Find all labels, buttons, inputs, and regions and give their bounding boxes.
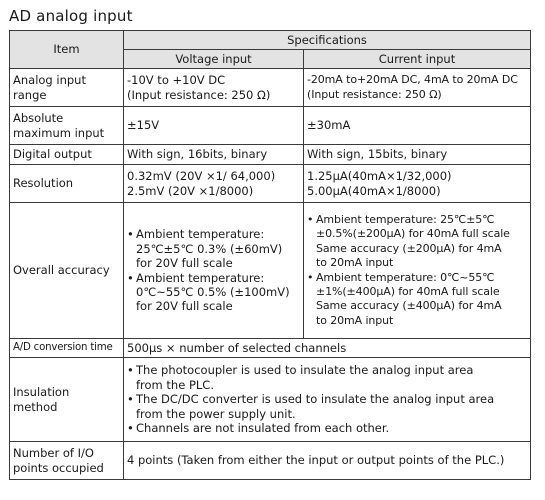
cell-line: -10V to +10V DC (127, 73, 226, 88)
list-item (127, 227, 300, 270)
list-item (127, 271, 300, 314)
row-absolute-maximum-input (10, 107, 531, 145)
cell-conversion-value: 500μs × number of selected channels (124, 339, 531, 358)
accuracy-current-list (307, 213, 527, 328)
row-resolution (10, 165, 531, 203)
label-line: method (13, 399, 58, 414)
label-line: range (13, 87, 47, 102)
insulation-list (127, 363, 527, 435)
label-digital-output: Digital output (10, 145, 124, 165)
cell-line: • Ambient temperature: (136, 270, 265, 285)
header-current-input: Current input (304, 50, 531, 69)
cell-line: 2.5mV (20V ×1/8000) (127, 183, 254, 198)
label-overall-accuracy: Overall accuracy (10, 203, 124, 339)
row-overall-accuracy (10, 203, 531, 339)
cell-line: • Ambient temperature: 0℃~55℃ (316, 270, 495, 284)
label-insulation-method (10, 358, 124, 442)
cell-line: • Channels are not insulated from each other. (136, 421, 390, 436)
cell-line: 5.00μA(40mA×1/8000) (307, 183, 441, 198)
label-line: Number of I/O (13, 446, 94, 461)
cell-resolution-voltage (124, 165, 304, 203)
cell-line: to 20mA input (316, 313, 394, 327)
cell-line: • Ambient temperature: (136, 227, 265, 242)
cell-digital-voltage: With sign, 16bits, binary (124, 145, 304, 165)
cell-line: Same accuracy (±400μA) for 4mA (316, 299, 502, 313)
accuracy-voltage-list (127, 227, 300, 313)
list-item (307, 271, 527, 329)
cell-line: ±0.5%(±200μA) for 40mA full scale (316, 227, 510, 241)
cell-line: for 20V full scale (136, 256, 233, 271)
cell-io-points-value: 4 points (Taken from either the input or output points of the PLC.) (124, 442, 531, 480)
cell-range-current (304, 69, 531, 107)
cell-digital-current: With sign, 15bits, binary (304, 145, 531, 165)
list-item (127, 421, 527, 435)
row-io-points (10, 442, 531, 480)
cell-range-voltage (124, 69, 304, 107)
cell-line: Same accuracy (±200μA) for 4mA (316, 241, 502, 255)
label-ad-conversion-time: A/D conversion time (10, 339, 124, 358)
cell-line: • Ambient temperature: 25℃±5℃ (316, 212, 495, 226)
list-item (127, 363, 527, 392)
label-analog-input-range (10, 69, 124, 107)
header-specifications: Specifications (124, 31, 531, 50)
header-item: Item (10, 31, 124, 69)
cell-insulation-value (124, 358, 531, 442)
cell-line: 1.25μA(40mA×1/32,000) (307, 169, 452, 184)
header-voltage-input: Voltage input (124, 50, 304, 69)
label-line: Analog input (13, 73, 86, 88)
row-analog-input-range (10, 69, 531, 107)
label-line: Absolute (13, 111, 64, 126)
cell-absmax-current: ±30mA (304, 107, 531, 145)
row-insulation-method (10, 358, 531, 442)
spec-table (9, 30, 531, 480)
cell-line: • The photocoupler is used to insulate the analog input area (136, 363, 474, 378)
header-row (10, 31, 531, 50)
cell-line: from the PLC. (136, 377, 214, 392)
cell-absmax-voltage: ±15V (124, 107, 304, 145)
cell-line: (Input resistance: 250 Ω) (307, 87, 442, 101)
cell-line: -20mA to+20mA DC, 4mA to 20mA DC (307, 73, 518, 87)
label-absolute-maximum-input (10, 107, 124, 145)
label-line: Insulation (13, 385, 70, 400)
list-item (127, 392, 527, 421)
cell-line: (Input resistance: 250 Ω) (127, 87, 271, 102)
cell-line: for 20V full scale (136, 299, 233, 314)
cell-line: 0.32mV (20V ×1/ 64,000) (127, 169, 276, 184)
label-io-points (10, 442, 124, 480)
cell-line: ±1%(±400μA) for 40mA full scale (316, 284, 500, 298)
page-title: AD analog input (9, 7, 133, 25)
label-line: maximum input (13, 125, 105, 140)
row-digital-output (10, 145, 531, 165)
label-line: points occupied (13, 460, 104, 475)
cell-resolution-current (304, 165, 531, 203)
row-ad-conversion-time (10, 339, 531, 358)
cell-line: 0℃~55℃ 0.5% (±100mV) (136, 284, 290, 299)
cell-accuracy-voltage (124, 203, 304, 339)
cell-line: from the power supply unit. (136, 406, 296, 421)
cell-accuracy-current (304, 203, 531, 339)
cell-line: 25℃±5℃ 0.3% (±60mV) (136, 241, 283, 256)
cell-line: • The DC/DC converter is used to insulate the analog input area (136, 392, 495, 407)
list-item (307, 213, 527, 271)
cell-line: to 20mA input (316, 256, 394, 270)
label-resolution: Resolution (10, 165, 124, 203)
